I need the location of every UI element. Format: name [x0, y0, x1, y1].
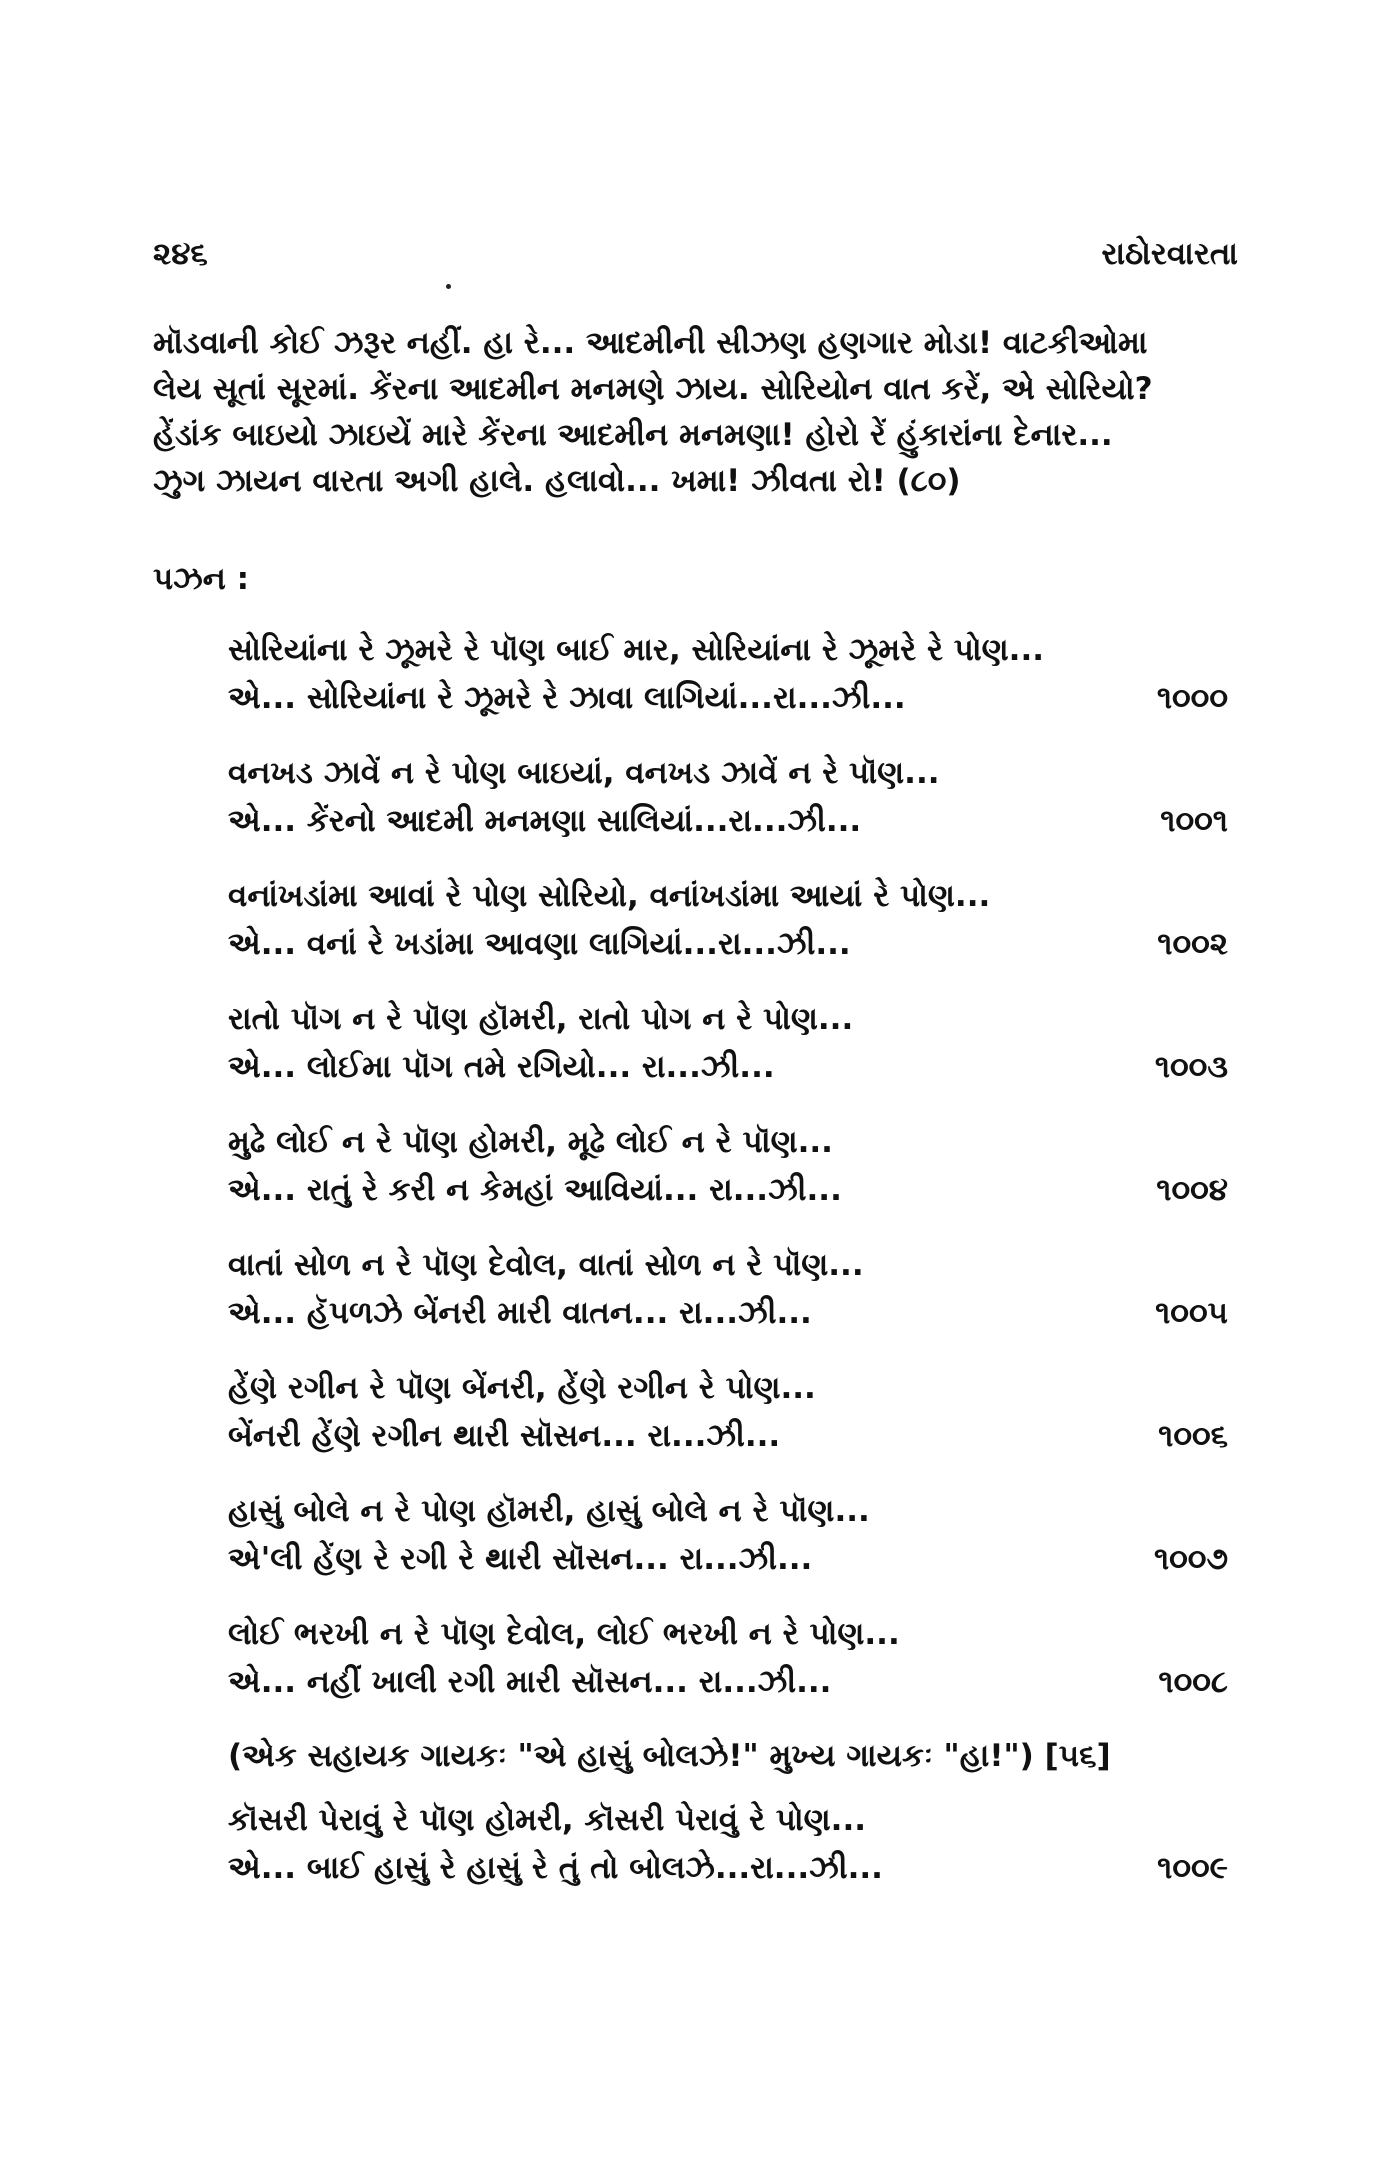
stanza — [228, 626, 1228, 749]
verse-number: ૧૦૦૬ — [1158, 1418, 1228, 1454]
prose-line: ઝુગ ઝાયન વારતા અગી હાલે. હલાવો... ખમા! ઝીવતા રો! (૮૦) — [153, 463, 961, 499]
verse-number: ૧૦૦૭ — [1153, 1541, 1228, 1577]
stanza — [228, 995, 1228, 1118]
prose-line: લેય સૂતાં સૂરમાં. કેંરના આદમીન મનમણે ઝાય. સોરિયોન વાત કરેં, એ સોરિયો? — [153, 371, 1153, 407]
verse-line: એ... લોઈમા પૉગ તમે રગિયો... રા...ઝી... — [228, 1049, 775, 1085]
verse-list — [228, 626, 1228, 1733]
verse-line: રાતો પૉગ ન રે પૉણ હૉમરી, રાતો પોગ ન રે પોણ... — [228, 1001, 854, 1037]
verse-line: હેંણે રગીન રે પૉણ બેંનરી, હેંણે રગીન રે પોણ... — [228, 1370, 816, 1406]
verse-line: વનખડ ઝાવેં ન રે પોણ બાઇયાં, વનખડ ઝાવેં ન રે પૉણ... — [228, 755, 940, 791]
verse-number: ૧૦૦૫ — [1155, 1295, 1228, 1331]
verse-line: એ... નહીં ખાલી રગી મારી સૉસન... રા...ઝી... — [228, 1664, 832, 1700]
verse-line: સોરિયાંના રે ઝૂમરે રે પૉણ બાઈ માર, સોરિયાંના રે ઝૂમરે રે પોણ... — [228, 632, 1045, 668]
page-number: ૨૪૬ — [153, 236, 208, 272]
prose-paragraph — [153, 320, 1243, 504]
verse-number: ૧૦૦૦ — [1156, 680, 1228, 716]
stanza — [228, 1487, 1228, 1610]
verse-line: એ'લી હેંણ રે રગી રે થારી સૉસન... રા...ઝી... — [228, 1541, 813, 1577]
prose-line: મૉડવાની કોઈ ઝરૂર નહીં. હા રે... આદમીની સીઝણ હણગાર મોડા! વાટકીઓમા — [153, 325, 1148, 361]
verse-number: ૧૦૦૮ — [1158, 1664, 1228, 1700]
verse-line: વાતાં સોળ ન રે પૉણ દેવોલ, વાતાં સોળ ન રે પૉણ... — [228, 1247, 864, 1283]
singer-note: (એક સહાયક ગાયકઃ "એ હાસું બોલઝે!" મુખ્ય ગાયકઃ "હા!") [૫૬] — [228, 1738, 1111, 1774]
stanza — [228, 1118, 1228, 1241]
stanza — [228, 872, 1228, 995]
verse-line: વનાંખડાંમા આવાં રે પોણ સોરિયો, વનાંખડાંમા આયાં રે પોણ... — [228, 878, 991, 914]
verse-line: એ... કેંરનો આદમી મનમણા સાલિયાં...રા...ઝી... — [228, 803, 862, 839]
verse-number: ૧૦૦૧ — [1160, 803, 1228, 839]
verse-line: લોઈ ભરખી ન રે પૉણ દેવોલ, લોઈ ભરખી ન રે પોણ... — [228, 1616, 900, 1652]
verse-line: એ... સોરિયાંના રે ઝૂમરે રે ઝાવા લાગિયાં...રા...ઝી... — [228, 680, 906, 716]
verse-line: એ... રાતું રે કરી ન કેમહાં આવિયાં... રા...ઝી... — [228, 1172, 842, 1208]
running-title: રાઠોરવારતા — [1101, 236, 1238, 272]
verse-number: ૧૦૦૨ — [1157, 926, 1228, 962]
verse-line: એ... બાઈ હાસું રે હાસું રે તું તો બોલઝે...રા...ઝી... — [228, 1850, 883, 1886]
verse-line: એ... હૅપળઝે બેંનરી મારી વાતન... રા...ઝી... — [228, 1295, 812, 1331]
stanza — [228, 1364, 1228, 1487]
stanza — [228, 1610, 1228, 1733]
ink-dot — [446, 284, 451, 289]
page-header — [153, 236, 1238, 273]
verse-number: ૧૦૦૯ — [1157, 1850, 1228, 1886]
final-stanza — [228, 1796, 1228, 1892]
verse-line: કૉસરી પેરાવું રે પૉણ હોમરી, કૉસરી પેરાવું રે પોણ... — [228, 1802, 866, 1838]
verse-line: એ... વનાં રે ખડાંમા આવણા લાગિયાં...રા...ઝી... — [228, 926, 851, 962]
stanza — [228, 749, 1228, 872]
prose-line: હેંડાંક બાઇયો ઝાઇયેં મારે કેંરના આદમીન મનમણા! હોરો રેં હુંકારાંના દેનાર... — [153, 417, 1113, 453]
verse-line: હાસું બોલે ન રે પોણ હૉમરી, હાસું બોલે ન રે પૉણ... — [228, 1493, 870, 1529]
verse-number: ૧૦૦૪ — [1156, 1172, 1228, 1208]
verse-line: મુઢે લોઈ ન રે પૉણ હોમરી, મૂઢે લોઈ ન રે પૉણ... — [228, 1124, 833, 1160]
verse-line: બેંનરી હેંણે રગીન થારી સૉસન... રા...ઝી... — [228, 1418, 781, 1454]
stanza — [228, 1241, 1228, 1364]
section-label: પઝન : — [153, 561, 249, 597]
verse-number: ૧૦૦૩ — [1154, 1049, 1228, 1085]
